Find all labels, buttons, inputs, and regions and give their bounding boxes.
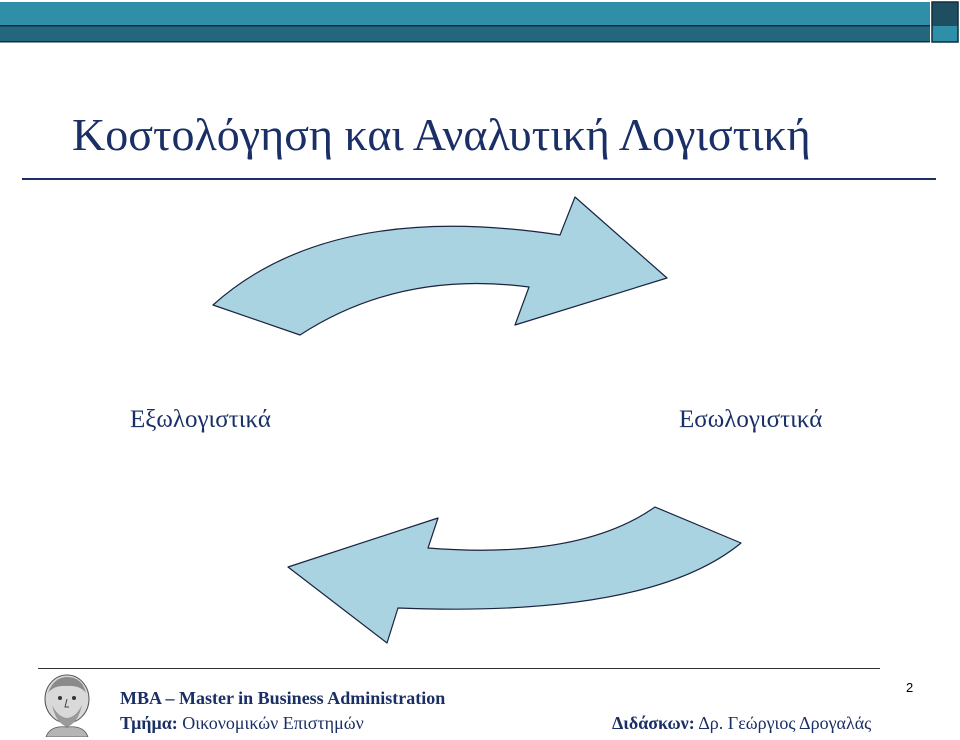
- footer-instructor-label: Διδάσκων:: [612, 713, 695, 733]
- footer-department-label: Τμήμα:: [120, 713, 178, 733]
- arrow-left-curved: [288, 507, 741, 643]
- footer-divider: [38, 668, 880, 669]
- slide-title: Κοστολόγηση και Αναλυτική Λογιστική: [72, 109, 811, 160]
- footer-instructor-value: Δρ. Γεώργιος Δρογαλάς: [698, 713, 872, 733]
- footer-program: MBA – Master in Business Administration: [120, 688, 446, 708]
- footer-department: [120, 713, 364, 734]
- footer-instructor: [612, 713, 871, 734]
- footer-department-value: Οικονομικών Επιστημών: [182, 713, 364, 733]
- label-internal: Εσωλογιστικά: [679, 406, 823, 433]
- ancient-philosopher-bust-icon: [36, 671, 98, 737]
- label-external: Εξωλογιστικά: [130, 406, 271, 433]
- page-number: 2: [906, 680, 914, 695]
- arrow-right-curved: [213, 197, 667, 335]
